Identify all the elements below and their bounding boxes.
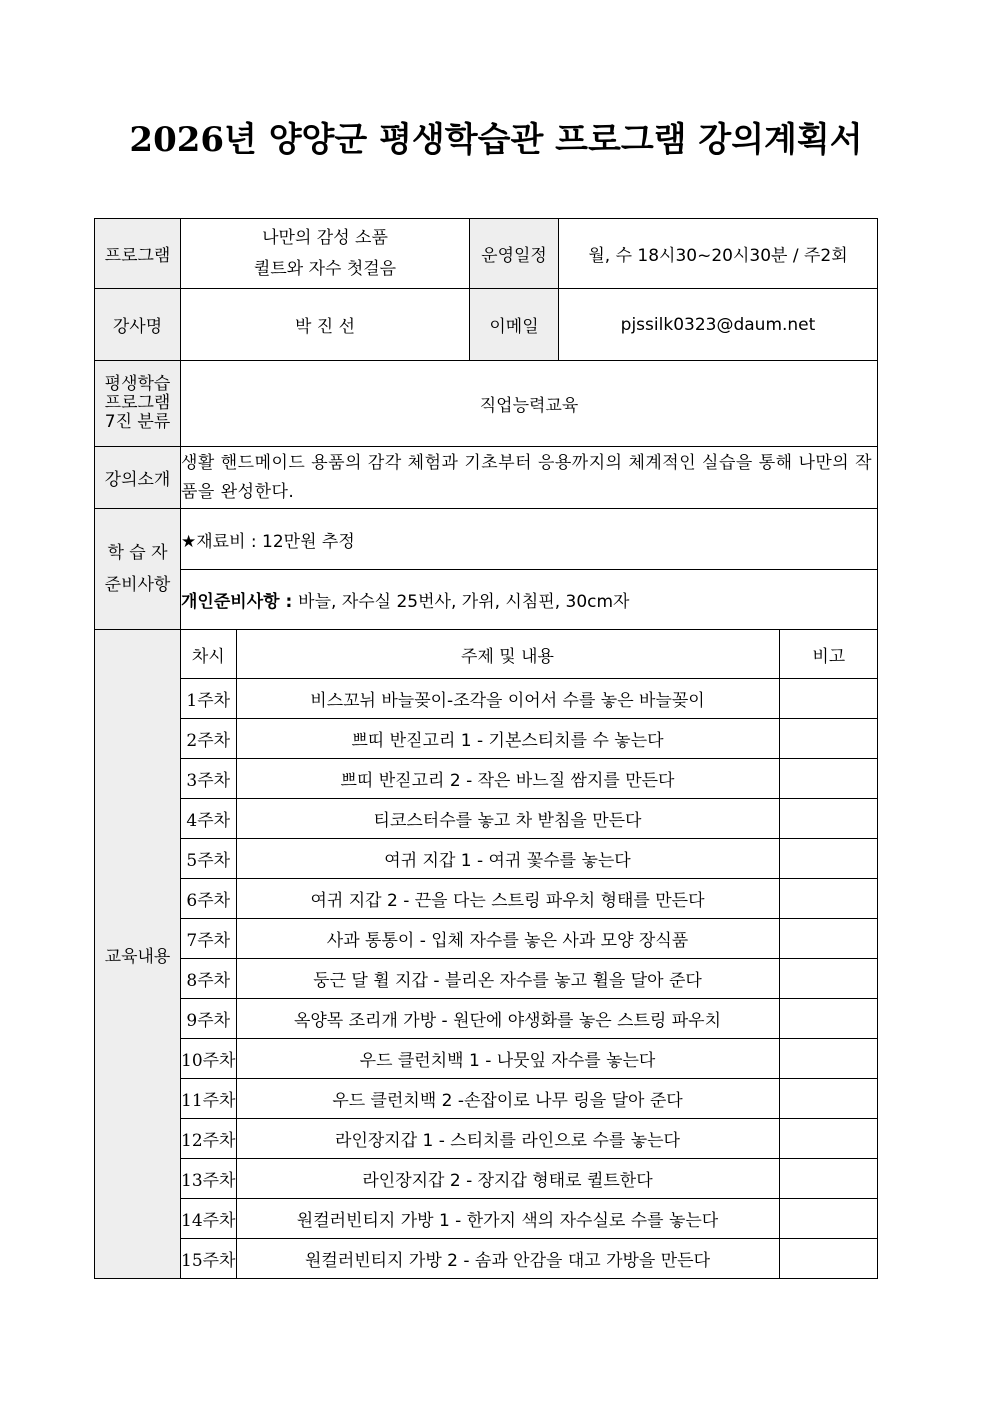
personal-prep-value: 바늘, 자수실 25번사, 가위, 시침핀, 30cm자 — [298, 592, 630, 612]
note-cell — [779, 799, 878, 839]
program-label: 프로그램 — [95, 219, 181, 289]
prep-label — [95, 509, 181, 630]
content-cell: 라인장지갑 2 - 장지갑 형태로 퀼트한다 — [236, 1159, 779, 1199]
content-header: 주제 및 내용 — [236, 630, 779, 679]
content-cell: 사과 통통이 - 입체 자수를 놓은 사과 모양 장식품 — [236, 919, 779, 959]
note-cell — [779, 679, 878, 719]
week-cell: 4주차 — [181, 799, 236, 839]
note-cell — [779, 999, 878, 1039]
curriculum-table — [181, 630, 878, 1278]
content-cell: 여귀 지갑 1 - 여귀 꽃수를 놓는다 — [236, 839, 779, 879]
instructor-label: 강사명 — [95, 289, 181, 361]
week-cell: 3주차 — [181, 759, 236, 799]
note-cell — [779, 919, 878, 959]
email-label: 이메일 — [470, 289, 559, 361]
week-cell: 9주차 — [181, 999, 236, 1039]
plan-table — [94, 218, 878, 1279]
table-row — [181, 1119, 878, 1159]
program-name-line2: 퀼트와 자수 첫걸음 — [253, 258, 397, 279]
week-cell: 1주차 — [181, 679, 236, 719]
table-row — [181, 999, 878, 1039]
week-cell: 5주차 — [181, 839, 236, 879]
category-label — [95, 361, 181, 447]
note-cell — [779, 1239, 878, 1279]
instructor-value: 박 진 선 — [181, 289, 470, 361]
category-label-line3: 7진 분류 — [104, 412, 171, 432]
material-fee: ★재료비 : 12만원 추정 — [181, 509, 878, 570]
note-cell — [779, 1079, 878, 1119]
personal-prep — [181, 570, 878, 630]
note-cell — [779, 1039, 878, 1079]
table-row — [181, 1239, 878, 1279]
table-row — [181, 919, 878, 959]
note-cell — [779, 719, 878, 759]
content-cell: 티코스터수를 놓고 차 받침을 만든다 — [236, 799, 779, 839]
program-name-line1: 나만의 감성 소품 — [262, 227, 388, 248]
intro-value: 생활 핸드메이드 용품의 감각 체험과 기초부터 응용까지의 체계적인 실습을 통해 나만의 작품을 완성한다. — [181, 447, 878, 509]
schedule-label: 운영일정 — [470, 219, 559, 289]
note-cell — [779, 759, 878, 799]
week-cell: 2주차 — [181, 719, 236, 759]
curriculum-label: 교육내용 — [95, 630, 181, 1279]
curriculum-header-row — [181, 630, 878, 679]
note-header: 비고 — [779, 630, 878, 679]
document-title: 2026년 양양군 평생학습관 프로그램 강의계획서 — [129, 120, 863, 160]
note-cell — [779, 1159, 878, 1199]
table-row — [181, 759, 878, 799]
category-label-line2: 프로그램 — [104, 393, 171, 413]
note-cell — [779, 1119, 878, 1159]
content-cell: 둥근 달 휠 지갑 - 블리온 자수를 놓고 휠을 달아 준다 — [236, 959, 779, 999]
table-row — [181, 799, 878, 839]
intro-label: 강의소개 — [95, 447, 181, 509]
prep-label-line2: 준비사항 — [104, 575, 171, 595]
note-cell — [779, 1199, 878, 1239]
personal-prep-label: 개인준비사항 : — [181, 592, 299, 612]
table-row — [181, 839, 878, 879]
content-cell: 라인장지갑 1 - 스티치를 라인으로 수를 놓는다 — [236, 1119, 779, 1159]
week-cell: 6주차 — [181, 879, 236, 919]
program-name — [181, 219, 470, 289]
session-header: 차시 — [181, 630, 236, 679]
table-row — [181, 719, 878, 759]
content-cell: 우드 클런치백 1 - 나뭇잎 자수를 놓는다 — [236, 1039, 779, 1079]
content-cell: 쁘띠 반짇고리 1 - 기본스티치를 수 놓는다 — [236, 719, 779, 759]
content-cell: 여귀 지갑 2 - 끈을 다는 스트링 파우치 형태를 만든다 — [236, 879, 779, 919]
week-cell: 7주차 — [181, 919, 236, 959]
email-value: pjssilk0323@daum.net — [559, 289, 878, 361]
week-cell: 14주차 — [181, 1199, 236, 1239]
prep-label-line1: 학 습 자 — [107, 543, 168, 563]
curriculum-cell — [181, 630, 878, 1279]
note-cell — [779, 879, 878, 919]
table-row — [181, 1079, 878, 1119]
table-row — [181, 1199, 878, 1239]
table-row — [181, 959, 878, 999]
week-cell: 8주차 — [181, 959, 236, 999]
week-cell: 15주차 — [181, 1239, 236, 1279]
table-row — [181, 1159, 878, 1199]
note-cell — [779, 839, 878, 879]
content-cell: 원컬러빈티지 가방 1 - 한가지 색의 자수실로 수를 놓는다 — [236, 1199, 779, 1239]
table-row — [181, 1039, 878, 1079]
content-cell: 비스꼬뉘 바늘꽂이-조각을 이어서 수를 놓은 바늘꽂이 — [236, 679, 779, 719]
note-cell — [779, 959, 878, 999]
week-cell: 12주차 — [181, 1119, 236, 1159]
category-label-line1: 평생학습 — [104, 374, 171, 394]
week-cell: 10주차 — [181, 1039, 236, 1079]
content-cell: 원컬러빈티지 가방 2 - 솜과 안감을 대고 가방을 만든다 — [236, 1239, 779, 1279]
schedule-value: 월, 수 18시30~20시30분 / 주2회 — [559, 219, 878, 289]
content-cell: 옥양목 조리개 가방 - 원단에 야생화를 놓은 스트링 파우치 — [236, 999, 779, 1039]
category-value: 직업능력교육 — [181, 361, 878, 447]
content-cell: 우드 클런치백 2 -손잡이로 나무 링을 달아 준다 — [236, 1079, 779, 1119]
content-cell: 쁘띠 반짇고리 2 - 작은 바느질 쌈지를 만든다 — [236, 759, 779, 799]
table-row — [181, 879, 878, 919]
table-row — [181, 679, 878, 719]
week-cell: 11주차 — [181, 1079, 236, 1119]
week-cell: 13주차 — [181, 1159, 236, 1199]
